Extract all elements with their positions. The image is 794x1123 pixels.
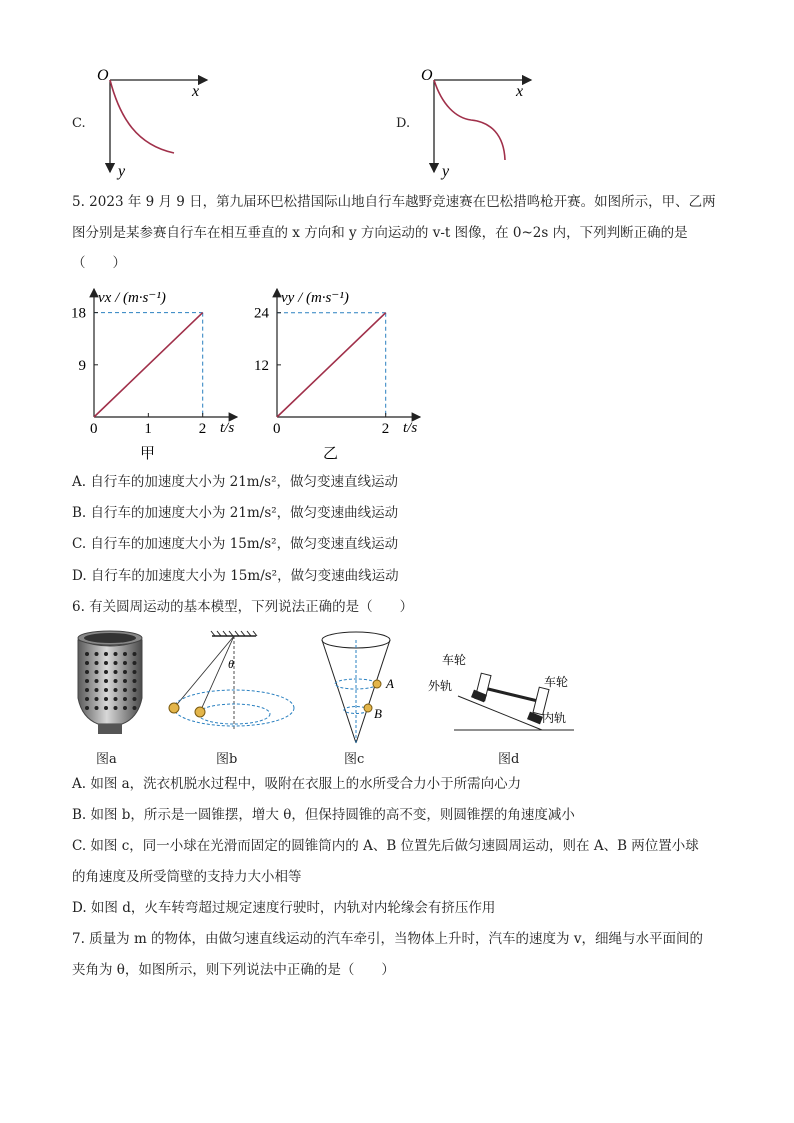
x-axis-label: x bbox=[516, 83, 524, 100]
y-tick-label: 24 bbox=[254, 305, 269, 322]
q6-option-a: A. 如图 a，洗衣机脱水过程中，吸附在衣服上的水所受合力小于所需向心力 bbox=[72, 776, 522, 792]
q5-option-a: A. 自行车的加速度大小为 21m/s²，做匀变速直线运动 bbox=[72, 474, 398, 490]
y-axis-title: vx / (m·s⁻¹) bbox=[98, 290, 166, 306]
drum-hole bbox=[104, 679, 108, 683]
drum-hole bbox=[104, 697, 108, 701]
x-axis-title: t/s bbox=[403, 420, 418, 436]
drum-hole bbox=[133, 670, 137, 674]
option-c-label: C. bbox=[72, 116, 86, 131]
y-axis-label: y bbox=[442, 163, 450, 180]
x-tick-label: 1 bbox=[144, 421, 152, 437]
drum-hole bbox=[95, 670, 99, 674]
drum-hole bbox=[95, 688, 99, 692]
x-tick-label: 2 bbox=[381, 421, 390, 437]
drum-hole bbox=[104, 670, 108, 674]
figure-b-pendulum bbox=[160, 630, 310, 745]
q5-option-b: B. 自行车的加速度大小为 21m/s²，做匀变速曲线运动 bbox=[72, 505, 399, 521]
drum-hole bbox=[85, 652, 89, 656]
figure-d-track bbox=[424, 650, 594, 735]
figure-c-cone bbox=[316, 628, 411, 748]
x-tick-label: 0 bbox=[273, 421, 281, 437]
theta-label: θ bbox=[228, 657, 234, 671]
chart-jia bbox=[60, 280, 250, 465]
y-axis-title: vy / (m·s⁻¹) bbox=[281, 290, 349, 306]
drum-hole bbox=[114, 661, 118, 665]
drum-hole bbox=[123, 652, 127, 656]
drum-hole bbox=[95, 679, 99, 683]
drum-hole bbox=[114, 688, 118, 692]
option-d-label: D. bbox=[396, 116, 411, 131]
drum-hole bbox=[95, 652, 99, 656]
q5-option-c: C. 自行车的加速度大小为 15m/s²，做匀变速直线运动 bbox=[72, 536, 399, 552]
q6-option-c: C. 如图 c，同一小球在光滑而固定的圆锥筒内的 A、B 位置先后做匀速圆周运动，则在 A、B 两位置小球 bbox=[72, 838, 699, 854]
chart-yi bbox=[243, 280, 433, 465]
drum-hole bbox=[104, 688, 108, 692]
origin-label: O bbox=[97, 67, 109, 84]
drum-hole bbox=[85, 661, 89, 665]
chart-caption: 乙 bbox=[323, 446, 339, 462]
figure-a-drum bbox=[70, 628, 150, 738]
drum-hole bbox=[133, 697, 137, 701]
drum-hole bbox=[133, 661, 137, 665]
drum-hole bbox=[133, 688, 137, 692]
q5-stem-line2: 图分别是某参赛自行车在相互垂直的 x 方向和 y 方向运动的 v-t 图像，在 0~2s 内，下列判断正确的是 bbox=[72, 225, 688, 241]
point-b-label: B bbox=[374, 706, 382, 721]
y-axis-label: y bbox=[118, 163, 126, 180]
drum-hole bbox=[133, 652, 137, 656]
outer-rail-label: 外轨 bbox=[428, 679, 453, 693]
q5-option-d: D. 自行车的加速度大小为 15m/s²，做匀变速曲线运动 bbox=[72, 568, 399, 584]
drum-hole bbox=[104, 661, 108, 665]
caption-d: 图d bbox=[498, 752, 520, 767]
drum-hole bbox=[123, 688, 127, 692]
drum-hole bbox=[114, 670, 118, 674]
q6-option-d: D. 如图 d，火车转弯超过规定速度行驶时，内轨对内轮缘会有挤压作用 bbox=[72, 900, 496, 916]
inner-rail-label: 内轨 bbox=[542, 711, 567, 725]
wheel-label-1: 车轮 bbox=[442, 653, 467, 667]
drum-hole bbox=[114, 706, 118, 710]
drum-hole bbox=[133, 706, 137, 710]
drum-hole bbox=[133, 679, 137, 683]
drum-hole bbox=[85, 679, 89, 683]
q7-stem-line2: 夹角为 θ，如图所示，则下列说法中正确的是（ ） bbox=[72, 962, 395, 978]
drum-hole bbox=[95, 706, 99, 710]
caption-b: 图b bbox=[216, 752, 238, 767]
caption-c: 图c bbox=[344, 752, 365, 767]
graph-d bbox=[416, 60, 546, 180]
q6-stem: 6. 有关圆周运动的基本模型，下列说法正确的是（ ） bbox=[72, 599, 414, 615]
curve-d bbox=[434, 80, 505, 160]
y-tick-label: 12 bbox=[254, 357, 269, 374]
q6-option-b: B. 如图 b，所示是一圆锥摆，增大 θ，但保持圆锥的高不变，则圆锥摆的角速度减小 bbox=[72, 807, 575, 823]
curve-c bbox=[110, 80, 174, 153]
drum-hole bbox=[85, 706, 89, 710]
drum-hole bbox=[95, 661, 99, 665]
drum-hole bbox=[104, 706, 108, 710]
chart-caption: 甲 bbox=[140, 446, 156, 462]
q6-option-c-cont: 的角速度及所受筒壁的支持力大小相等 bbox=[72, 869, 302, 885]
drum-hole bbox=[114, 697, 118, 701]
x-axis-title: t/s bbox=[220, 420, 235, 436]
drum-hole bbox=[114, 679, 118, 683]
drum-hole bbox=[85, 697, 89, 701]
drum-hole bbox=[123, 706, 127, 710]
drum-hole bbox=[85, 670, 89, 674]
series-line bbox=[277, 313, 386, 417]
caption-a: 图a bbox=[96, 752, 117, 767]
drum-hole bbox=[123, 661, 127, 665]
drum-hole bbox=[114, 652, 118, 656]
q5-stem-line1: 5. 2023 年 9 月 9 日，第九届环巴松措国际山地自行车越野竞速赛在巴松措鸣枪开赛。如图所示，甲、乙两 bbox=[72, 194, 716, 210]
drum-hole bbox=[85, 688, 89, 692]
drum-hole bbox=[123, 697, 127, 701]
y-tick-label: 9 bbox=[78, 357, 86, 374]
graph-c bbox=[92, 60, 222, 180]
y-tick-label: 18 bbox=[71, 305, 86, 322]
q5-paren: （ ） bbox=[72, 255, 126, 271]
origin-label: O bbox=[421, 67, 433, 84]
q7-stem-line1: 7. 质量为 m 的物体，由做匀速直线运动的汽车牵引，当物体上升时，汽车的速度为 v，细绳与水平面间的 bbox=[72, 931, 703, 947]
x-tick-label: 0 bbox=[90, 421, 98, 437]
drum-hole bbox=[123, 670, 127, 674]
series-line bbox=[94, 313, 203, 417]
drum-hole bbox=[123, 679, 127, 683]
drum-hole bbox=[104, 652, 108, 656]
x-axis-label: x bbox=[192, 83, 200, 100]
x-tick-label: 2 bbox=[198, 421, 207, 437]
point-a-label: A bbox=[386, 676, 394, 691]
wheel-label-2: 车轮 bbox=[544, 675, 569, 689]
drum-hole bbox=[95, 697, 99, 701]
